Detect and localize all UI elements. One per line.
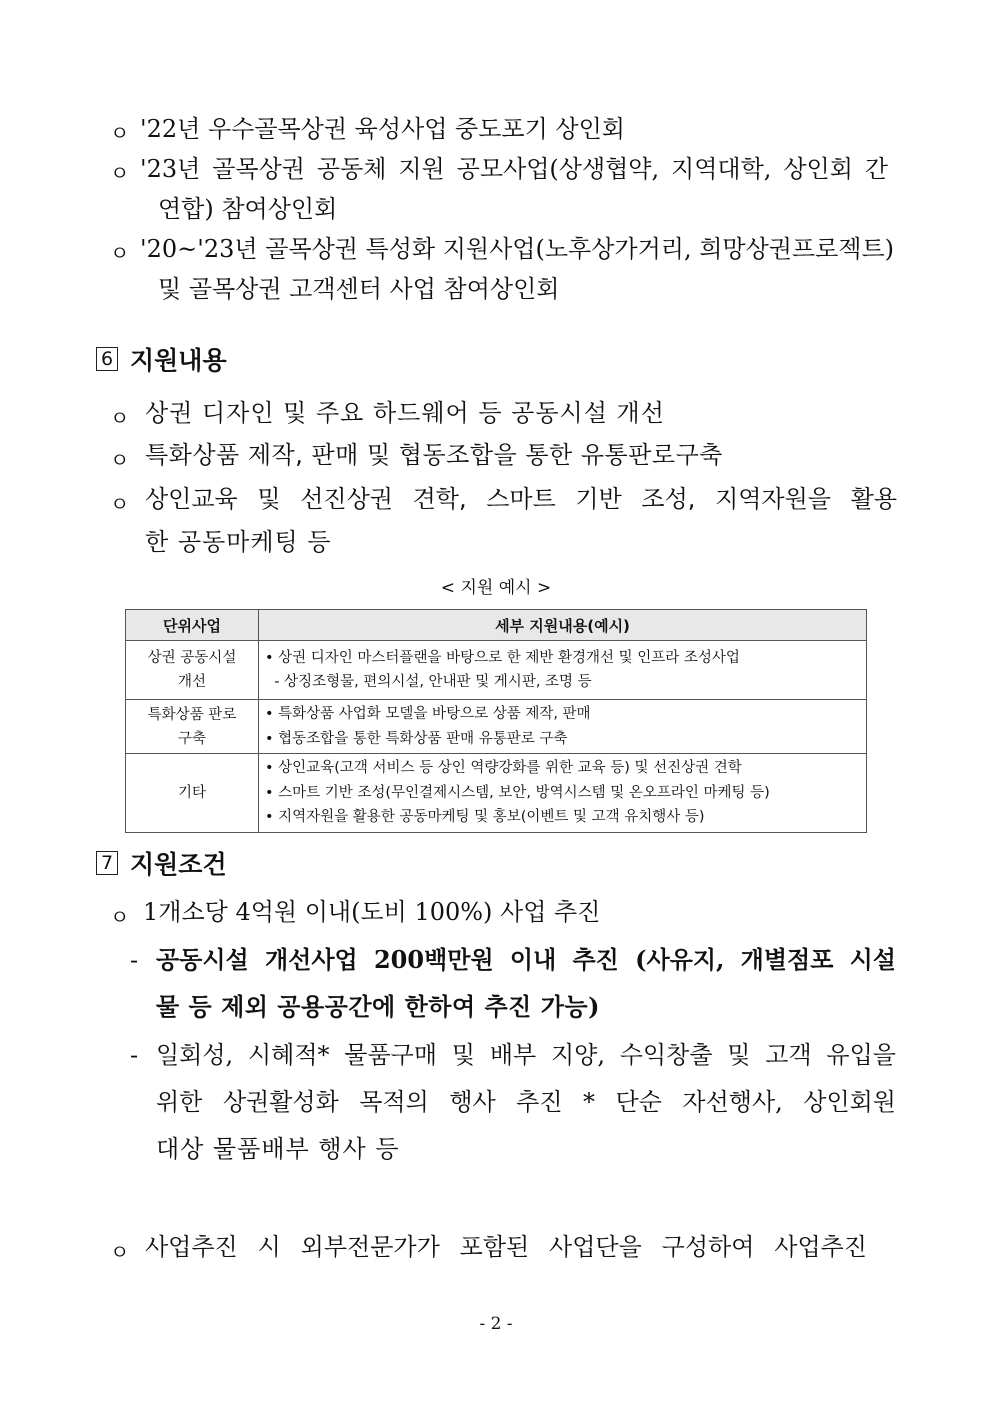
category-line: 개선 <box>177 674 206 690</box>
table-cell-category <box>126 700 259 754</box>
page-number: - 2 - <box>479 1314 513 1334</box>
list-item-continuation: 및 골목상권 고객센터 사업 참여상인회 <box>158 275 560 303</box>
section-title: 지원조건 <box>130 850 227 879</box>
sub-item-continuation: 물 등 제외 공용공간에 한하여 추진 가능) <box>156 992 600 1021</box>
dash-marker: - <box>130 1041 139 1069</box>
category-line: 특화상품 판로 <box>147 706 237 723</box>
sub-item-continuation: 대상 물품배부 행사 등 <box>156 1135 400 1163</box>
list-item: 상인교육 및 선진상권 견학, 스마트 기반 조성, 지역자원을 활용 <box>145 485 897 513</box>
list-item: '22년 우수골목상권 육성사업 중도포기 상인회 <box>140 115 625 143</box>
list-item-continuation: 연합) 참여상인회 <box>158 195 338 223</box>
bullet-marker: ㅇ <box>110 161 130 185</box>
section-number-box: 7 <box>96 851 118 875</box>
bullet-marker: ㅇ <box>110 905 130 929</box>
list-item-continuation: 한 공동마케팅 등 <box>145 528 332 556</box>
section-number-box: 6 <box>96 347 118 371</box>
list-item: 1개소당 4억원 이내(도비 100%) 사업 추진 <box>143 898 601 926</box>
table-row <box>126 641 867 700</box>
table-cell-details <box>259 641 867 700</box>
list-item: 특화상품 제작, 판매 및 협동조합을 통한 유통판로구축 <box>145 441 723 469</box>
sub-item: 일회성, 시혜적* 물품구매 및 배부 지양, 수익창출 및 고객 유입을 <box>156 1041 896 1069</box>
detail-line: • 특화상품 사업화 모델을 바탕으로 상품 제작, 판매 <box>265 706 591 722</box>
bullet-marker: ㅇ <box>110 1240 130 1264</box>
bullet-marker: ㅇ <box>110 492 130 516</box>
support-example-table <box>125 609 867 833</box>
dash-marker: - <box>130 946 139 974</box>
section-title: 지원내용 <box>130 346 227 375</box>
table-row <box>126 700 867 754</box>
section-6-heading <box>96 342 227 376</box>
column-header-unit: 단위사업 <box>126 610 259 641</box>
category-line: 구축 <box>177 730 206 747</box>
list-item: 사업추진 시 외부전문가가 포함된 사업단을 구성하여 사업추진 <box>145 1233 867 1261</box>
table-cell-details <box>259 754 867 833</box>
list-item: '23년 골목상권 공동체 지원 공모사업(상생협약, 지역대학, 상인회 간 <box>140 155 888 183</box>
bullet-marker: ㅇ <box>110 121 130 145</box>
detail-line: - 상징조형물, 편의시설, 안내판 및 게시판, 조명 등 <box>265 674 592 690</box>
table-header-row <box>126 610 867 641</box>
list-item: 상권 디자인 및 주요 하드웨어 등 공동시설 개선 <box>145 399 665 427</box>
sub-item-continuation: 위한 상권활성화 목적의 행사 추진 * 단순 자선행사, 상인회원 <box>156 1088 896 1116</box>
bullet-marker: ㅇ <box>110 241 130 265</box>
detail-line: • 지역자원을 활용한 공동마케팅 및 홍보(이벤트 및 고객 유치행사 등) <box>265 809 705 826</box>
column-header-details: 세부 지원내용(예시) <box>259 610 867 641</box>
table-caption: < 지원 예시 > <box>440 578 552 598</box>
bullet-marker: ㅇ <box>110 448 130 472</box>
section-7-heading <box>96 846 227 880</box>
table-row <box>126 754 867 833</box>
detail-line: • 상권 디자인 마스터플랜을 바탕으로 한 제반 환경개선 및 인프라 조성사업 <box>265 649 740 666</box>
category-line: 기타 <box>177 785 206 801</box>
sub-item: 공동시설 개선사업 200백만원 이내 추진 (사유지, 개별점포 시설 <box>156 945 896 974</box>
list-item: '20~'23년 골목상권 특성화 지원사업(노후상가거리, 희망상권프로젝트) <box>140 235 895 263</box>
category-line: 상권 공동시설 <box>147 650 237 666</box>
bullet-marker: ㅇ <box>110 406 130 430</box>
detail-line: • 상인교육(고객 서비스 등 상인 역량강화를 위한 교육 등) 및 선진상권 견학 <box>265 760 742 777</box>
table-cell-category <box>126 641 259 700</box>
table-cell-details <box>259 700 867 754</box>
detail-line: • 협동조합을 통한 특화상품 판매 유통판로 구축 <box>265 730 568 747</box>
table-cell-category <box>126 754 259 833</box>
detail-line: • 스마트 기반 조성(무인결제시스템, 보안, 방역시스템 및 온오프라인 마케팅 등) <box>265 784 770 801</box>
